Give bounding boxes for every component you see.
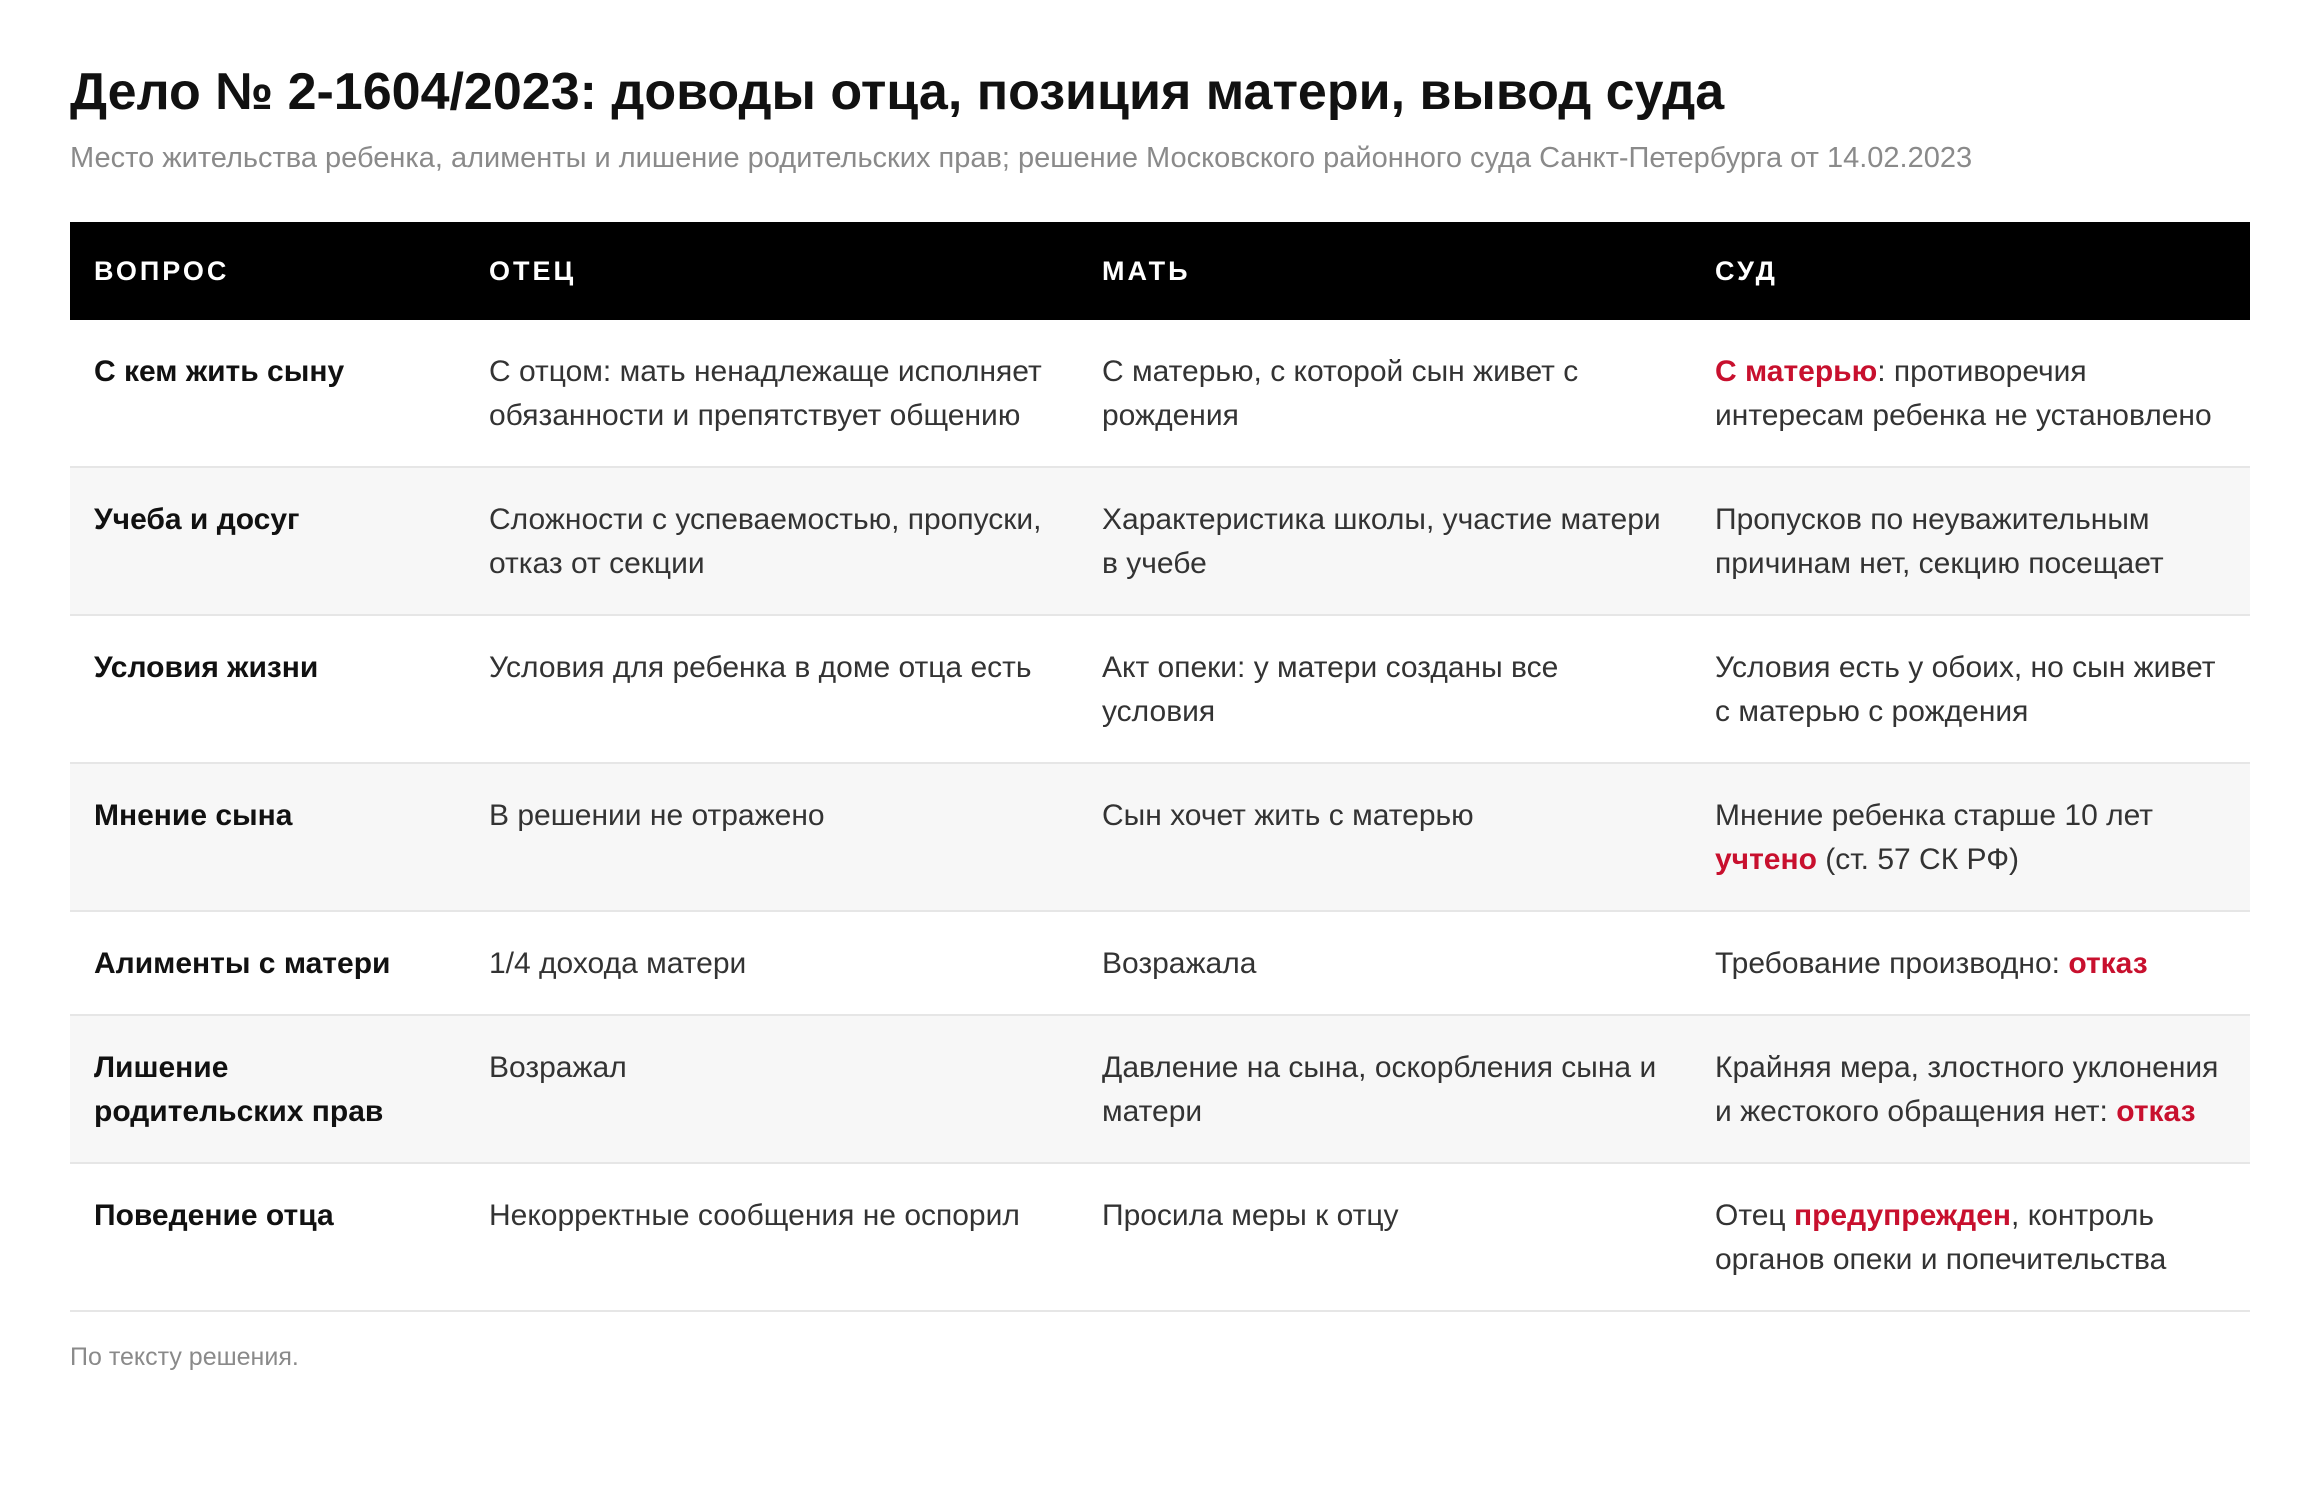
table-row [70,1163,2250,1311]
mother-cell: Сын хочет жить с матерью [1078,763,1691,911]
court-cell [1691,467,2250,615]
father-cell: Сложности с успеваемостью, пропуски, отказ от секции [465,467,1078,615]
court-verdict-highlight: отказ [2116,1095,2196,1128]
column-header-question: ВОПРОС [70,222,465,320]
table-row [70,615,2250,763]
court-text-tail: : противоречия интересам ребенка не установлено [1715,355,2212,432]
father-cell: 1/4 дохода матери [465,911,1078,1015]
mother-cell: Возражала [1078,911,1691,1015]
court-text: Условия есть у обоих, но сын живет с матерью с рождения [1715,651,2216,728]
table-header-row [70,222,2250,320]
table-row [70,763,2250,911]
footnote: По тексту решения. [70,1343,299,1371]
father-cell: В решении не отражено [465,763,1078,911]
court-text: Требование производно: [1715,947,2069,980]
court-cell [1691,911,2250,1015]
table-row [70,467,2250,615]
mother-cell: Характеристика школы, участие матери в учебе [1078,467,1691,615]
question-cell: Алименты с матери [70,911,465,1015]
court-cell [1691,1163,2250,1311]
court-text: Мнение ребенка старше 10 лет [1715,799,2154,832]
column-header-court: СУД [1691,222,2250,320]
father-cell: Условия для ребенка в доме отца есть [465,615,1078,763]
father-cell: Некорректные сообщения не оспорил [465,1163,1078,1311]
table-row [70,320,2250,467]
court-text: Отец [1715,1199,1794,1232]
court-cell [1691,320,2250,467]
question-cell: Учеба и досуг [70,467,465,615]
comparison-table [70,222,2250,1312]
court-text: Крайняя мера, злостного уклонения и жестокого обращения нет: [1715,1051,2219,1128]
column-header-father: ОТЕЦ [465,222,1078,320]
question-cell: Мнение сына [70,763,465,911]
court-cell [1691,1015,2250,1163]
court-verdict-highlight: С матерью [1715,355,1878,388]
father-cell: Возражал [465,1015,1078,1163]
question-cell: Поведение отца [70,1163,465,1311]
column-header-mother: МАТЬ [1078,222,1691,320]
court-text: Пропусков по неуважительным причинам нет, секцию посещает [1715,503,2164,580]
page-title: Дело № 2-1604/2023: доводы отца, позиция матери, вывод суда [70,63,1725,121]
court-text-tail: (ст. 57 СК РФ) [1816,843,2019,876]
mother-cell: Просила меры к отцу [1078,1163,1691,1311]
question-cell: Лишение родительских прав [70,1015,465,1163]
table-body [70,320,2250,1311]
court-cell [1691,763,2250,911]
table-row [70,911,2250,1015]
question-cell: Условия жизни [70,615,465,763]
court-verdict-highlight: предупрежден [1793,1199,2012,1232]
question-cell: С кем жить сыну [70,320,465,467]
mother-cell: С матерью, с которой сын живет с рождения [1078,320,1691,467]
court-cell [1691,615,2250,763]
father-cell: С отцом: мать ненадлежаще исполняет обязанности и препятствует общению [465,320,1078,467]
mother-cell: Давление на сына, оскорбления сына и матери [1078,1015,1691,1163]
mother-cell: Акт опеки: у матери созданы все условия [1078,615,1691,763]
table-row [70,1015,2250,1163]
court-verdict-highlight: учтено [1715,843,1817,876]
court-verdict-highlight: отказ [2068,947,2148,980]
page-subtitle: Место жительства ребенка, алименты и лишение родительских прав; решение Московского районного суда Санкт-Петербурга от 14.02.2023 [70,142,1973,174]
court-text-tail: , контроль органов опеки и попечительства [1715,1199,2167,1276]
